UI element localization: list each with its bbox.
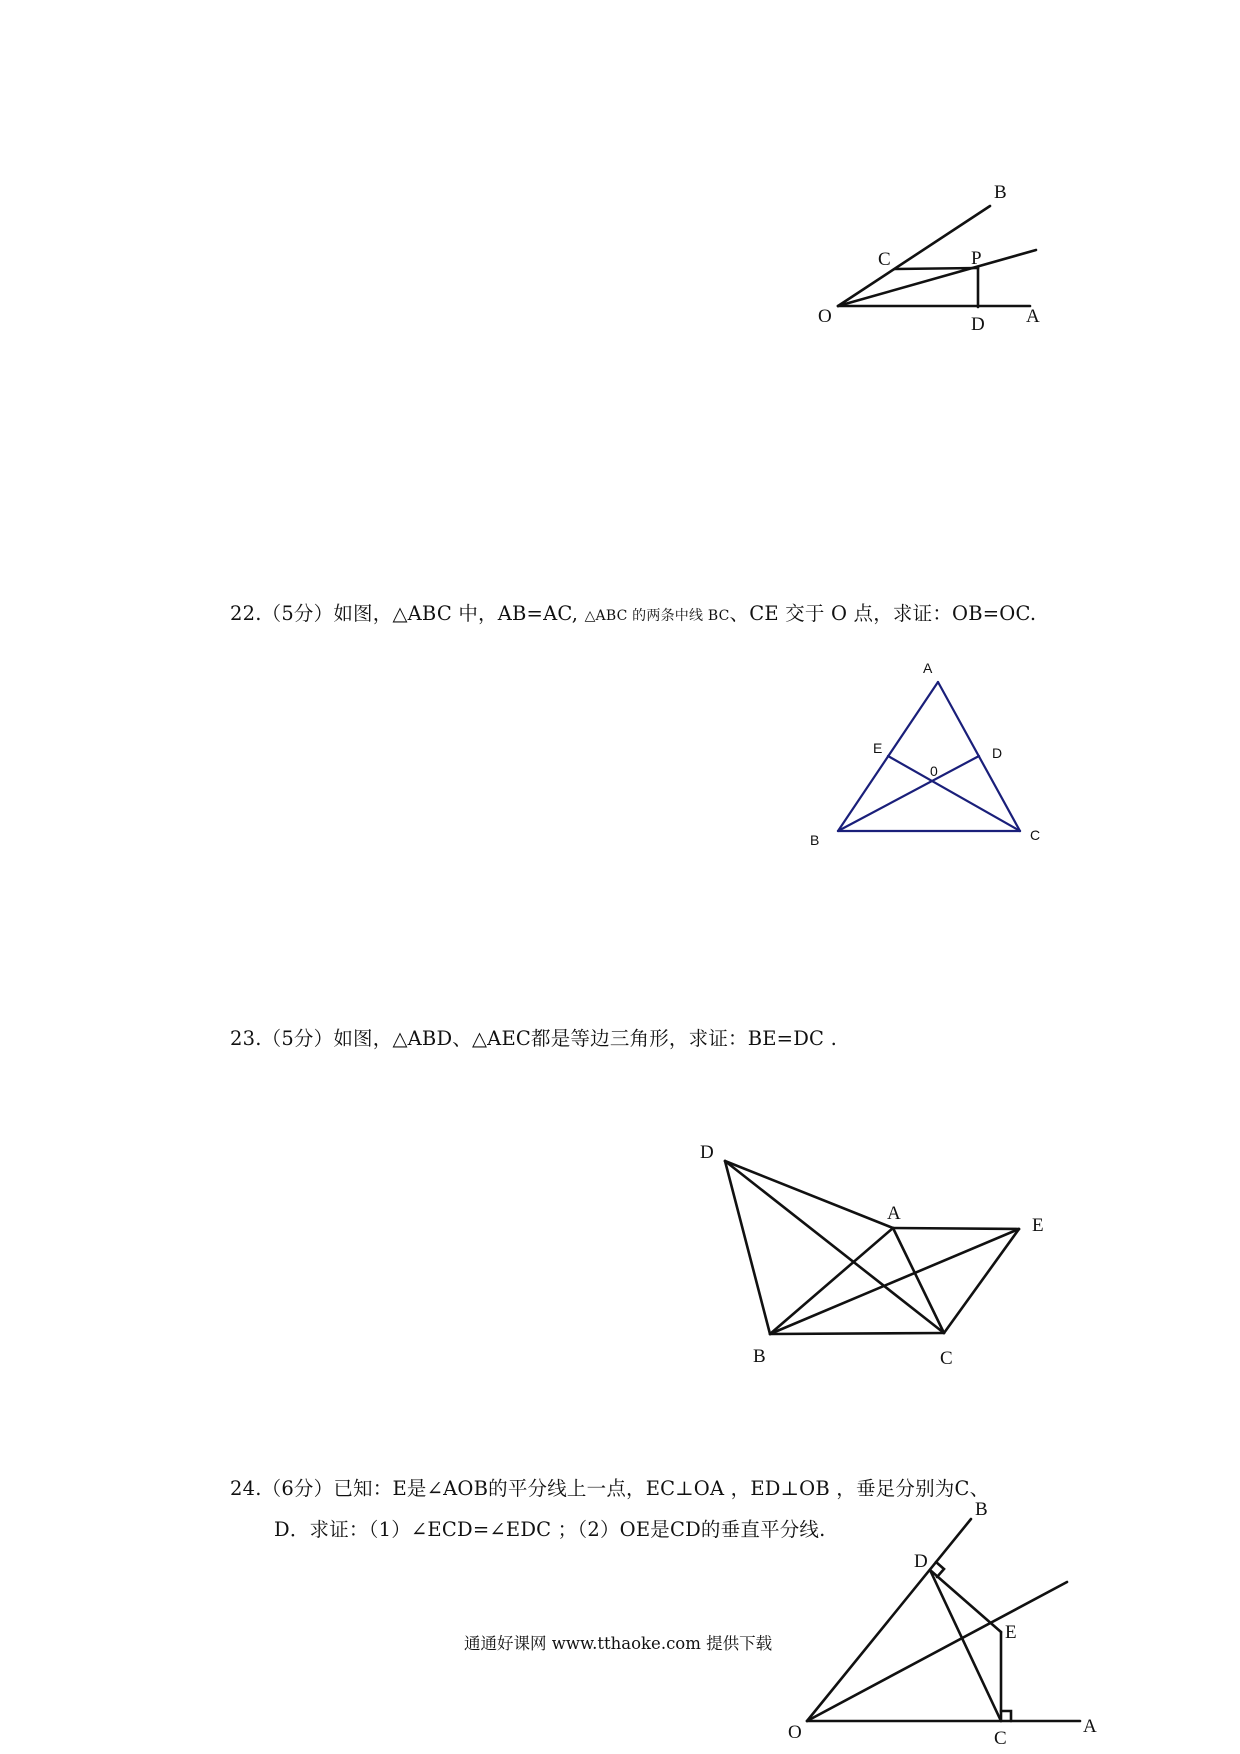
label-d: D (700, 1142, 714, 1163)
question-text: 如图，△ABD、△AEC都是等边三角形，求证：BE=DC . (333, 1027, 837, 1050)
figure-angle-bisector-top (0, 0, 1240, 360)
question-text: 如图，△ABC 中，AB=AC, (333, 602, 585, 625)
segment-cp (895, 268, 978, 269)
figure-equilateral-triangles (680, 1140, 1080, 1380)
question-23 (230, 1025, 837, 1052)
question-number: 23. (230, 1027, 262, 1050)
label-d: D (992, 745, 1003, 761)
segment-dc (930, 1570, 1001, 1721)
label-e: E (1005, 1622, 1017, 1643)
label-b: B (810, 832, 820, 848)
label-o: O (788, 1722, 802, 1743)
question-score: （5分） (261, 602, 334, 625)
ray-ob (807, 1519, 971, 1721)
label-a: A (887, 1203, 901, 1224)
ray-oe-bisector (807, 1582, 1067, 1721)
footer-source: 通通好课网 www.tthaoke.com 提供下载 (464, 1634, 773, 1653)
question-number: 22. (230, 602, 262, 625)
label-b: B (994, 182, 1007, 203)
right-angle-mark-c (1001, 1711, 1011, 1721)
ray-ob (838, 206, 990, 306)
question-22 (230, 600, 1036, 627)
question-score: （6分） (261, 1477, 334, 1500)
segment-ac (893, 1228, 944, 1333)
segment-db (725, 1161, 770, 1334)
question-number: 24. (230, 1477, 262, 1500)
label-c: C (878, 249, 891, 270)
question-text-rest: 、CE 交于 O 点，求证：OB=OC. (729, 602, 1037, 625)
label-e: E (873, 740, 883, 756)
label-c: C (994, 1728, 1007, 1749)
label-c: C (940, 1348, 953, 1369)
label-d: D (914, 1551, 928, 1572)
label-c: C (1030, 827, 1041, 843)
segment-ae (893, 1228, 1019, 1229)
question-text: D．求证：（1）∠ECD=∠EDC ；（2）OE是CD的垂直平分线. (274, 1518, 826, 1542)
segment-de (930, 1570, 1001, 1632)
question-text: 已知：E是∠AOB的平分线上一点，EC⊥OA ，ED⊥OB ，垂足分别为C、 (333, 1477, 990, 1500)
label-o: O (818, 306, 832, 327)
question-text-small: △ABC 的两条中线 BC (584, 608, 730, 624)
question-score: （5分） (261, 1027, 334, 1050)
label-p: P (971, 248, 982, 269)
label-a: A (1026, 306, 1040, 327)
label-a: A (923, 660, 933, 676)
figure-bisector-perpendiculars (780, 1500, 1130, 1754)
figure-triangle-medians (780, 650, 1060, 850)
ray-op-bisector (838, 250, 1036, 306)
segment-da (725, 1161, 893, 1228)
label-b: B (753, 1346, 766, 1367)
label-d: D (971, 314, 985, 335)
label-e: E (1032, 1215, 1044, 1236)
label-o: 0 (930, 763, 938, 779)
question-line-1 (230, 1475, 989, 1502)
label-b: B (975, 1499, 988, 1520)
segment-bc (770, 1333, 944, 1334)
label-a: A (1083, 1716, 1097, 1737)
